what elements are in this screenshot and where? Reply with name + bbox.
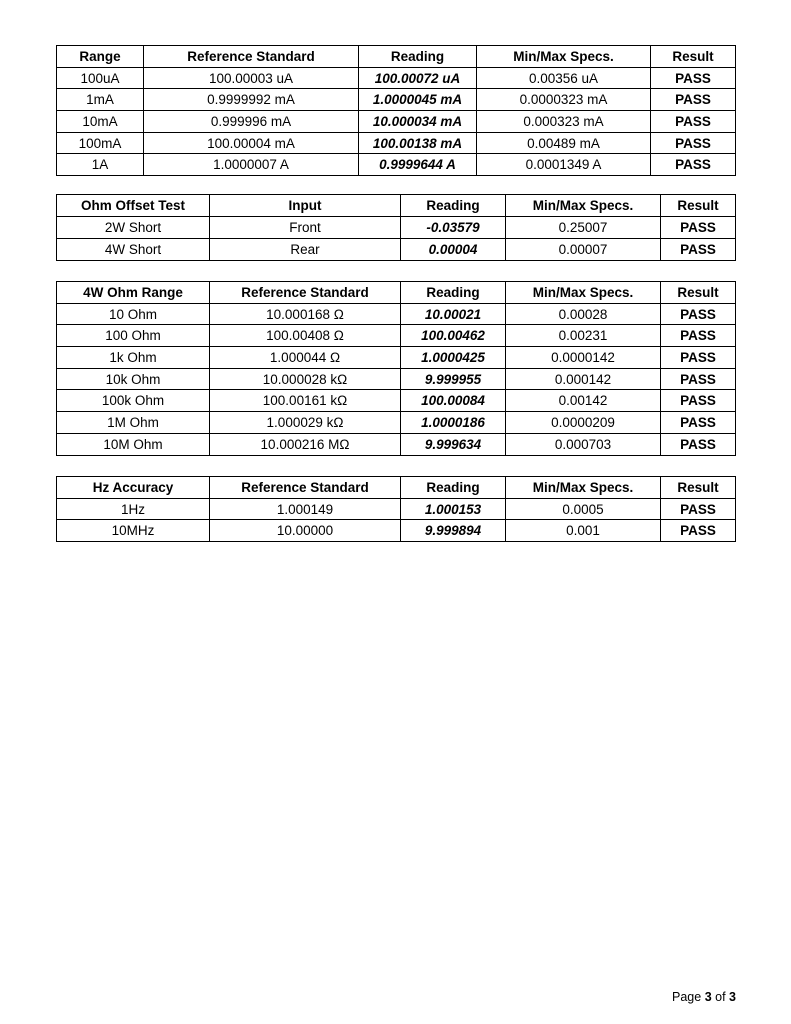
result-cell: PASS xyxy=(651,89,736,111)
reading-cell: 1.0000045 mA xyxy=(359,89,477,111)
reference-cell: 10.000168 Ω xyxy=(210,303,401,325)
reading-cell: 0.00004 xyxy=(401,239,506,261)
column-header: Min/Max Specs. xyxy=(477,46,651,68)
range-cell: 100mA xyxy=(57,132,144,154)
reading-cell: 100.00072 uA xyxy=(359,67,477,89)
column-header: Reading xyxy=(359,46,477,68)
reference-cell: 100.00003 uA xyxy=(144,67,359,89)
column-header: Result xyxy=(661,195,736,217)
ohm-4w-table xyxy=(56,281,736,456)
result-cell: PASS xyxy=(661,368,736,390)
range-cell: 2W Short xyxy=(57,217,210,239)
reference-cell: Rear xyxy=(210,239,401,261)
spec-cell: 0.000142 xyxy=(506,368,661,390)
reference-cell: 1.000029 kΩ xyxy=(210,412,401,434)
reading-cell: 100.00138 mA xyxy=(359,132,477,154)
column-header: Min/Max Specs. xyxy=(506,282,661,304)
column-header: Input xyxy=(210,195,401,217)
result-cell: PASS xyxy=(661,303,736,325)
spec-cell: 0.000703 xyxy=(506,433,661,455)
reading-cell: 9.999894 xyxy=(401,520,506,542)
result-cell: PASS xyxy=(661,217,736,239)
result-cell: PASS xyxy=(661,520,736,542)
table-row xyxy=(57,217,736,239)
page-number xyxy=(672,990,736,1004)
table-row xyxy=(57,498,736,520)
range-cell: 10k Ohm xyxy=(57,368,210,390)
hz-accuracy-body xyxy=(57,477,736,542)
table-row xyxy=(57,325,736,347)
ohm-4w-body xyxy=(57,282,736,456)
range-cell: 10M Ohm xyxy=(57,433,210,455)
range-cell: 1mA xyxy=(57,89,144,111)
reference-cell: 100.00004 mA xyxy=(144,132,359,154)
spec-cell: 0.001 xyxy=(506,520,661,542)
column-header: Reading xyxy=(401,195,506,217)
current-accuracy-body xyxy=(57,46,736,176)
ohm-offset-body xyxy=(57,195,736,261)
spec-cell: 0.0000142 xyxy=(506,347,661,369)
column-header: Ohm Offset Test xyxy=(57,195,210,217)
reference-cell: 100.00161 kΩ xyxy=(210,390,401,412)
spec-cell: 0.00142 xyxy=(506,390,661,412)
table-row xyxy=(57,239,736,261)
spec-cell: 0.0000209 xyxy=(506,412,661,434)
page-word: Page xyxy=(672,990,702,1004)
spec-cell: 0.00356 uA xyxy=(477,67,651,89)
table-row xyxy=(57,132,736,154)
page-current: 3 xyxy=(704,990,712,1004)
table-row xyxy=(57,433,736,455)
header-row xyxy=(57,46,736,68)
table-row xyxy=(57,89,736,111)
table-row xyxy=(57,67,736,89)
header-row xyxy=(57,195,736,217)
result-cell: PASS xyxy=(651,67,736,89)
reference-cell: 10.00000 xyxy=(210,520,401,542)
reading-cell: 1.000153 xyxy=(401,498,506,520)
range-cell: 1k Ohm xyxy=(57,347,210,369)
reading-cell: 1.0000425 xyxy=(401,347,506,369)
range-cell: 100 Ohm xyxy=(57,325,210,347)
range-cell: 100uA xyxy=(57,67,144,89)
table-row xyxy=(57,111,736,133)
column-header: Range xyxy=(57,46,144,68)
page-of: of xyxy=(715,990,726,1004)
reading-cell: 10.000034 mA xyxy=(359,111,477,133)
result-cell: PASS xyxy=(661,498,736,520)
spec-cell: 0.000323 mA xyxy=(477,111,651,133)
reading-cell: 10.00021 xyxy=(401,303,506,325)
reading-cell: 0.9999644 A xyxy=(359,154,477,176)
reference-cell: 0.999996 mA xyxy=(144,111,359,133)
reference-cell: 1.000044 Ω xyxy=(210,347,401,369)
reading-cell: 9.999634 xyxy=(401,433,506,455)
spec-cell: 0.0001349 A xyxy=(477,154,651,176)
result-cell: PASS xyxy=(651,132,736,154)
spec-cell: 0.00028 xyxy=(506,303,661,325)
reference-cell: 100.00408 Ω xyxy=(210,325,401,347)
column-header: Reading xyxy=(401,282,506,304)
result-cell: PASS xyxy=(661,390,736,412)
table-row xyxy=(57,520,736,542)
reading-cell: 1.0000186 xyxy=(401,412,506,434)
range-cell: 1Hz xyxy=(57,498,210,520)
column-header: Result xyxy=(661,477,736,499)
table-row xyxy=(57,368,736,390)
header-row xyxy=(57,477,736,499)
range-cell: 10 Ohm xyxy=(57,303,210,325)
result-cell: PASS xyxy=(651,154,736,176)
column-header: Result xyxy=(661,282,736,304)
result-cell: PASS xyxy=(661,433,736,455)
column-header: Hz Accuracy xyxy=(57,477,210,499)
ohm-offset-table xyxy=(56,194,736,261)
result-cell: PASS xyxy=(661,412,736,434)
range-cell: 10mA xyxy=(57,111,144,133)
table-row xyxy=(57,154,736,176)
column-header: Reference Standard xyxy=(210,477,401,499)
range-cell: 4W Short xyxy=(57,239,210,261)
hz-accuracy-table xyxy=(56,476,736,542)
result-cell: PASS xyxy=(661,239,736,261)
column-header: Reference Standard xyxy=(144,46,359,68)
table-row xyxy=(57,303,736,325)
result-cell: PASS xyxy=(661,347,736,369)
reference-cell: 10.000216 MΩ xyxy=(210,433,401,455)
spec-cell: 0.00489 mA xyxy=(477,132,651,154)
range-cell: 1M Ohm xyxy=(57,412,210,434)
table-row xyxy=(57,347,736,369)
range-cell: 1A xyxy=(57,154,144,176)
reference-cell: Front xyxy=(210,217,401,239)
reference-cell: 10.000028 kΩ xyxy=(210,368,401,390)
spec-cell: 0.0000323 mA xyxy=(477,89,651,111)
result-cell: PASS xyxy=(651,111,736,133)
table-row xyxy=(57,412,736,434)
spec-cell: 0.00007 xyxy=(506,239,661,261)
column-header: Result xyxy=(651,46,736,68)
spec-cell: 0.0005 xyxy=(506,498,661,520)
reading-cell: -0.03579 xyxy=(401,217,506,239)
column-header: 4W Ohm Range xyxy=(57,282,210,304)
spec-cell: 0.00231 xyxy=(506,325,661,347)
table-row xyxy=(57,390,736,412)
header-row xyxy=(57,282,736,304)
column-header: Min/Max Specs. xyxy=(506,477,661,499)
column-header: Reference Standard xyxy=(210,282,401,304)
range-cell: 100k Ohm xyxy=(57,390,210,412)
reference-cell: 1.0000007 A xyxy=(144,154,359,176)
result-cell: PASS xyxy=(661,325,736,347)
reading-cell: 9.999955 xyxy=(401,368,506,390)
range-cell: 10MHz xyxy=(57,520,210,542)
column-header: Reading xyxy=(401,477,506,499)
reference-cell: 0.9999992 mA xyxy=(144,89,359,111)
current-accuracy-table xyxy=(56,45,736,176)
reference-cell: 1.000149 xyxy=(210,498,401,520)
page-total: 3 xyxy=(729,990,736,1004)
column-header: Min/Max Specs. xyxy=(506,195,661,217)
reading-cell: 100.00462 xyxy=(401,325,506,347)
reading-cell: 100.00084 xyxy=(401,390,506,412)
spec-cell: 0.25007 xyxy=(506,217,661,239)
